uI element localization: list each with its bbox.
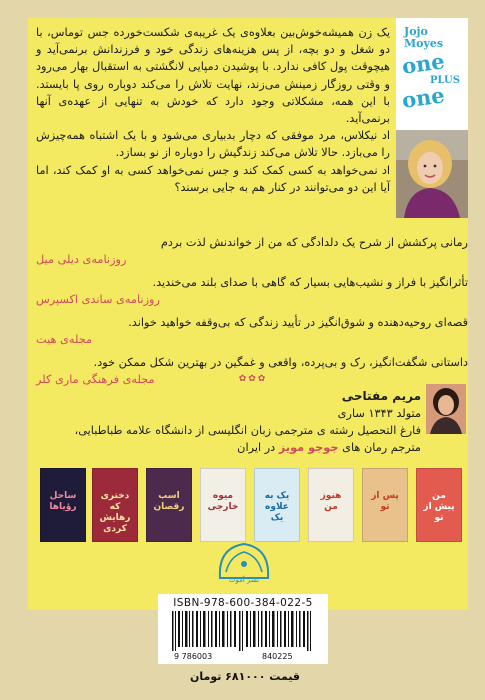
barcode-digits-left: 9 786003 (174, 652, 213, 661)
publisher-logo (214, 538, 274, 584)
brand-word-plus: PLUS (430, 75, 460, 86)
review-source: روزنامه‌ی دیلی میل (36, 253, 127, 266)
isbn-box (158, 594, 328, 664)
review-quote: تأثرانگیز با فراز و نشیب‌هایی بسیار که گاهی با صدای بلند می‌خندید. (152, 276, 468, 289)
publisher-name: نشر آموت (228, 576, 260, 584)
book-cover (40, 468, 86, 542)
blurb (36, 24, 390, 229)
translator-works-author: جوجو مویز (278, 441, 339, 454)
brand-author-first: Jojo (404, 25, 428, 38)
brand-word-one-top: one (400, 48, 447, 79)
book-title: یک به علاوه یک (264, 491, 290, 523)
brand-sidebar (396, 18, 468, 218)
book-cover (92, 468, 138, 542)
translator-info (36, 388, 421, 458)
book-cover (362, 468, 408, 542)
section-separator: ✿✿✿ (238, 374, 268, 384)
book-title: دختری که رهایش کردی (99, 491, 131, 534)
brand-logo (402, 26, 462, 130)
brand-author-last: Moyes (404, 37, 444, 50)
blurb-paragraph-2: اد نیکلاس، مرد موفقی که دچار بدبیاری می‌شود و با یک اشتباه همه‌چیزش را می‌بازد. حالا تلاش می‌کند زندگیش را دوباره از نو بسازد. (36, 129, 390, 160)
review-quote: قصه‌ای روحیه‌دهنده و شوق‌انگیز در تأیید زندگی که بی‌وقفه خواهید خواند. (128, 316, 468, 329)
book-title: هنوز من (320, 491, 342, 512)
translator-works (36, 439, 421, 456)
price: قیمت ۶۸۱۰۰۰ تومان (189, 670, 301, 683)
review-quote: داستانی شگفت‌انگیز، رک و بی‌پرده، واقعی و غمگین در بهترین شکل ممکن خود. (93, 356, 468, 369)
review-source: مجله‌ی هیت (36, 333, 93, 346)
review-source: روزنامه‌ی ساندی اکسپرس (36, 293, 160, 306)
book-title: میوه خارجی (207, 491, 239, 512)
translator-education: فارغ التحصیل رشته ی مترجمی زبان انگلیسی از دانشگاه علامه طباطبایی، (74, 424, 421, 437)
books-row (40, 468, 464, 542)
book-title: ساحل رؤیاها (49, 491, 77, 512)
brand-word-one-bottom: one (400, 82, 447, 113)
translator-name: مریم مفتاحی (341, 389, 421, 403)
blurb-paragraph-3: اد نمی‌خواهد به کسی کمک کند و جس نمی‌خواهد کسی به او کمک کند، اما آیا این دو می‌توانند در کنار هم به جایی برسند؟ (36, 163, 390, 194)
isbn-number: ISBN-978-600-384-022-5 (173, 597, 313, 609)
book-title: پس از تو (371, 491, 399, 512)
translator-works-prefix: مترجم رمان های (342, 441, 421, 454)
barcode-digits-right: 840225 (262, 652, 293, 661)
book-cover (146, 468, 192, 542)
barcode (166, 611, 320, 661)
book-cover (416, 468, 462, 542)
book-cover (200, 468, 246, 542)
book-title: اسب رقصان (153, 491, 185, 512)
blurb-paragraph-1: یک زن همیشه‌خوش‌بین بعلاوه‌ی یک غریبه‌ی شکست‌خورده جس توماس، با دو شغل و دو بچه، از پس هزینه‌های زندگی خود و فرزندانش برنمی‌آید و هیچوقت پول کافی ندارد. با پوشیدن دمپایی لانگشتی به استقبال بهار می‌رود و وقتی روزگار زمینش می‌زند، نهایت تلاش را می‌کند دوباره روی پا بایستد. با این همه، مشکلاتی وجود دارد که خودش به تنهایی از عهده‌ی آنها برنمی‌آید. (36, 26, 390, 126)
reviews (36, 236, 468, 394)
book-cover (254, 468, 300, 542)
book-cover (308, 468, 354, 542)
translator-works-suffix: در ایران (237, 441, 276, 454)
yellow-panel (28, 18, 468, 610)
translator-born: متولد ۱۳۴۳ ساری (337, 407, 421, 420)
translator-photo (426, 384, 466, 434)
review-source: مجله‌ی فرهنگی ماری کلر (36, 373, 155, 386)
review-quote: رمانی پرکشش از شرح یک دلدادگی که من از خواندنش لذت بردم (160, 236, 468, 249)
author-photo (396, 130, 468, 218)
book-title: من پیش از تو (423, 491, 455, 523)
